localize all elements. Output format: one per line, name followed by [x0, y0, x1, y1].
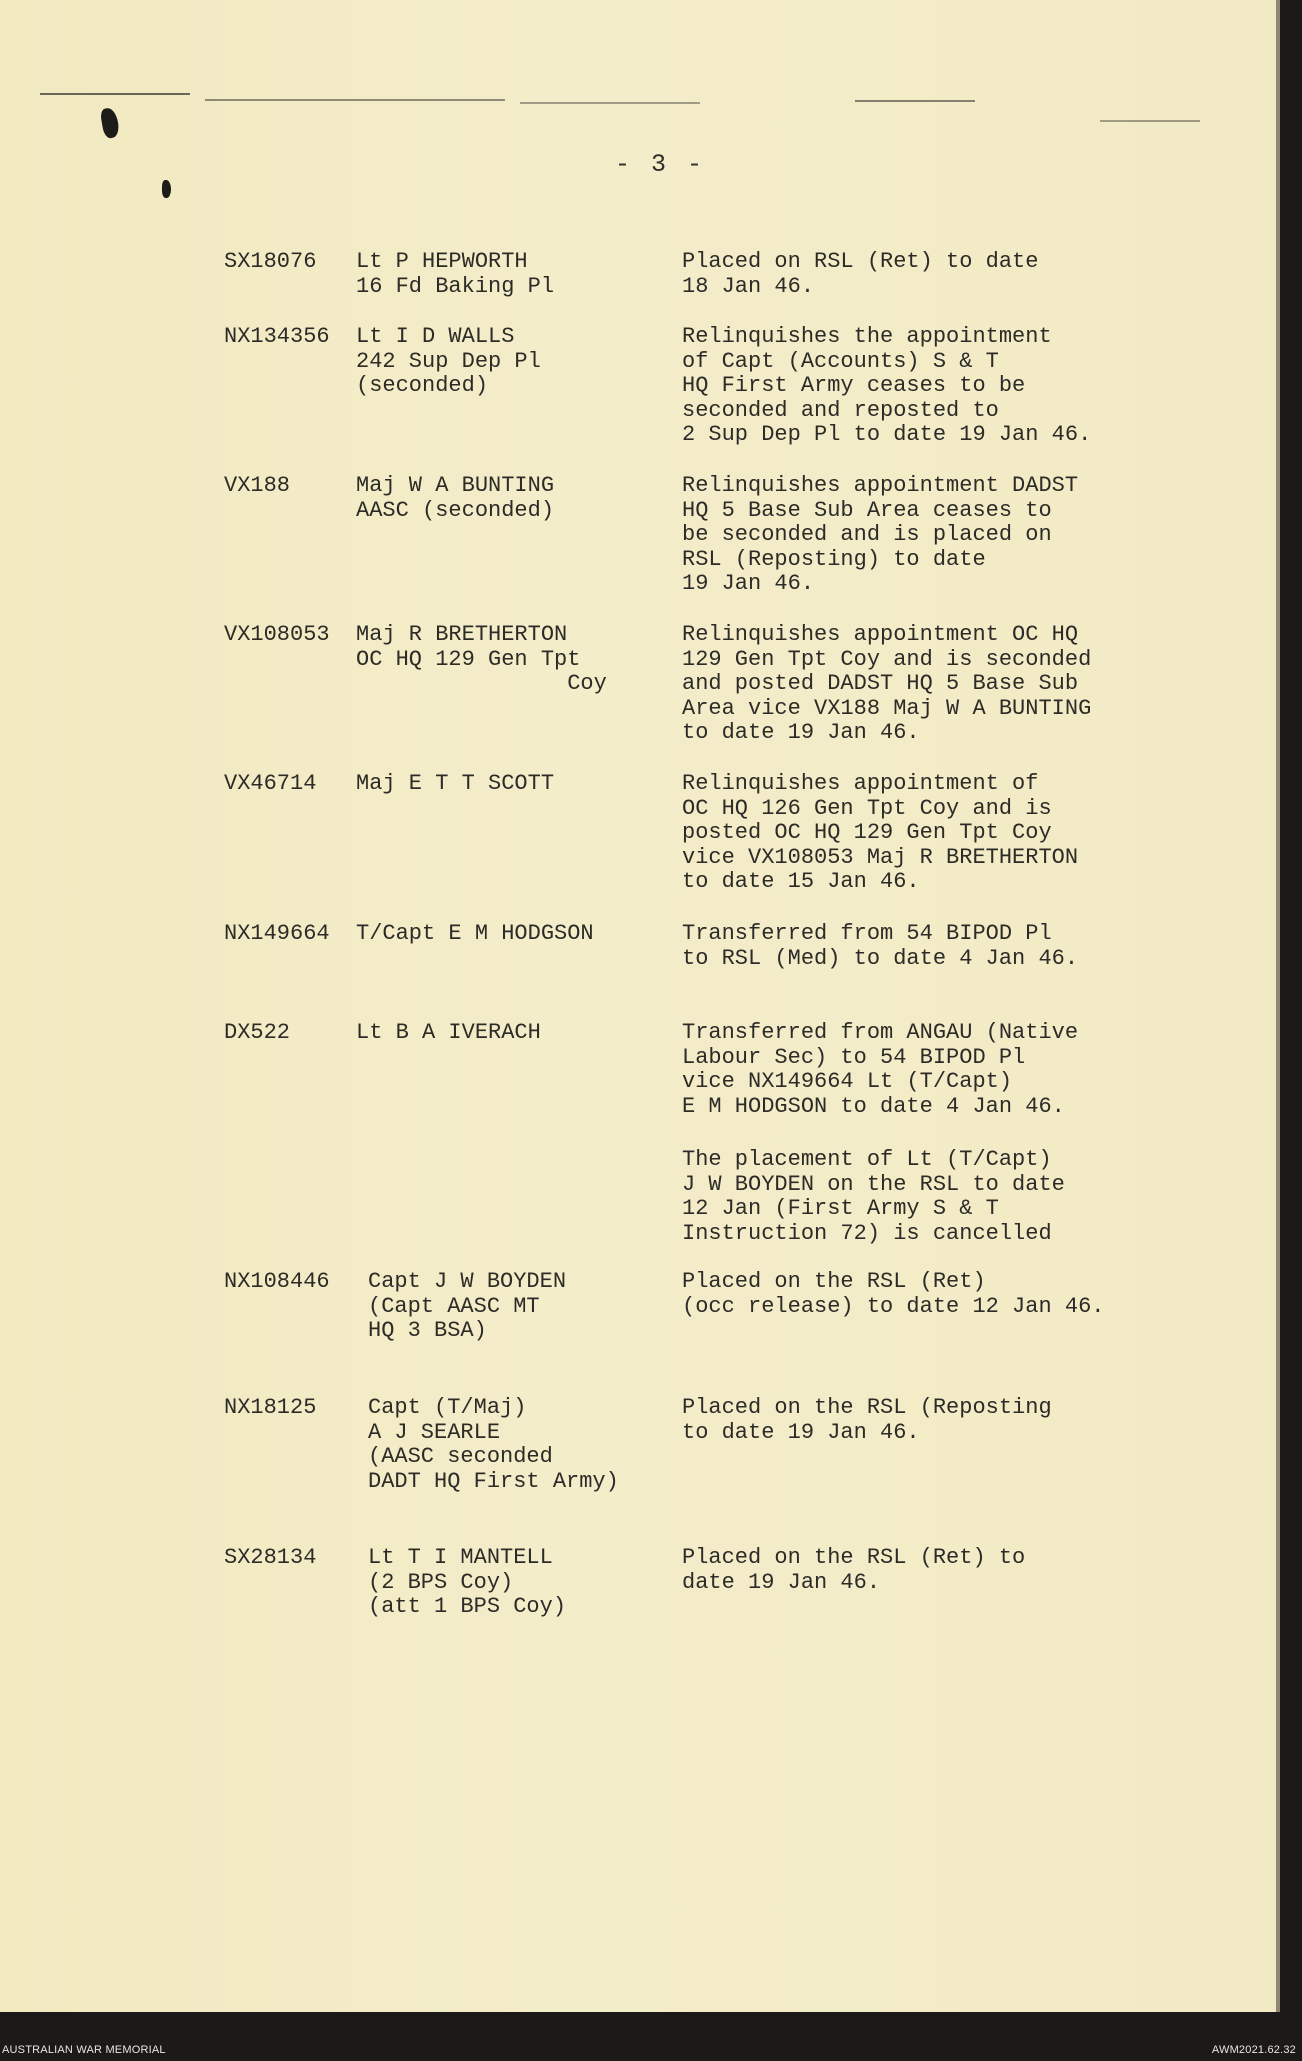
top-rule-segment: [205, 99, 505, 101]
officer-name: Lt B A IVERACH: [356, 1020, 541, 1045]
service-number: NX134356: [224, 324, 330, 349]
officer-name: Lt P HEPWORTH 16 Fd Baking Pl: [356, 249, 555, 299]
service-number: NX149664: [224, 921, 330, 946]
action-text: Placed on the RSL (Ret) (occ release) to date 12 Jan 46.: [682, 1269, 1105, 1319]
officer-name: Lt T I MANTELL (2 BPS Coy) (att 1 BPS Coy): [368, 1545, 567, 1619]
cancellation-note: The placement of Lt (T/Capt) J W BOYDEN on the RSL to date 12 Jan (First Army S & T Instruction 72) is cancelled: [682, 1147, 1065, 1246]
top-rule-segment: [855, 100, 975, 102]
top-rule-segment: [1100, 120, 1200, 122]
action-text: Placed on the RSL (Ret) to date 19 Jan 46.: [682, 1545, 1026, 1595]
top-rule-segment: [40, 93, 190, 95]
service-number: VX46714: [224, 771, 317, 796]
action-text: Placed on the RSL (Reposting to date 19 Jan 46.: [682, 1395, 1052, 1445]
service-number: NX108446: [224, 1269, 330, 1294]
footer-accession-number: AWM2021.62.32: [1211, 2044, 1296, 2056]
action-text: Relinquishes appointment of OC HQ 126 Gen Tpt Coy and is posted OC HQ 129 Gen Tpt Coy vice VX108053 Maj R BRETHERTON to date 15 Jan 46.: [682, 771, 1079, 894]
action-text: Relinquishes the appointment of Capt (Accounts) S & T HQ First Army ceases to be seconded and reposted to 2 Sup Dep Pl to date 19 Jan 46.: [682, 324, 1092, 447]
officer-name: Maj R BRETHERTON OC HQ 129 Gen Tpt Coy: [356, 622, 607, 696]
paper-edge: [1276, 0, 1280, 2012]
service-number: SX18076: [224, 249, 317, 274]
service-number: SX28134: [224, 1545, 317, 1570]
page-number: - 3 -: [614, 150, 705, 179]
ink-smudge: [100, 107, 121, 139]
officer-name: T/Capt E M HODGSON: [356, 921, 594, 946]
service-number: NX18125: [224, 1395, 317, 1420]
officer-name: Capt J W BOYDEN (Capt AASC MT HQ 3 BSA): [368, 1269, 567, 1343]
service-number: VX108053: [224, 622, 330, 647]
action-text: Transferred from 54 BIPOD Pl to RSL (Med) to date 4 Jan 46.: [682, 921, 1079, 971]
officer-name: Capt (T/Maj) A J SEARLE (AASC seconded DADT HQ First Army): [368, 1395, 619, 1494]
service-number: VX188: [224, 473, 291, 498]
action-text: Transferred from ANGAU (Native Labour Sec) to 54 BIPOD Pl vice NX149664 Lt (T/Capt) E M HODGSON to date 4 Jan 46.: [682, 1020, 1079, 1119]
service-number: DX522: [224, 1020, 291, 1045]
ink-smudge: [162, 180, 171, 198]
officer-name: Lt I D WALLS 242 Sup Dep Pl (seconded): [356, 324, 541, 398]
action-text: Relinquishes appointment DADST HQ 5 Base Sub Area ceases to be seconded and is placed on RSL (Reposting) to date 19 Jan 46.: [682, 473, 1079, 596]
footer-credit: AUSTRALIAN WAR MEMORIAL: [2, 2044, 166, 2056]
action-text: Relinquishes appointment OC HQ 129 Gen Tpt Coy and is seconded and posted DADST HQ 5 Base Sub Area vice VX188 Maj W A BUNTING to date 19 Jan 46.: [682, 622, 1092, 745]
action-text: Placed on RSL (Ret) to date 18 Jan 46.: [682, 249, 1039, 299]
top-rule-segment: [520, 102, 700, 104]
officer-name: Maj E T T SCOTT: [356, 771, 555, 796]
officer-name: Maj W A BUNTING AASC (seconded): [356, 473, 555, 523]
